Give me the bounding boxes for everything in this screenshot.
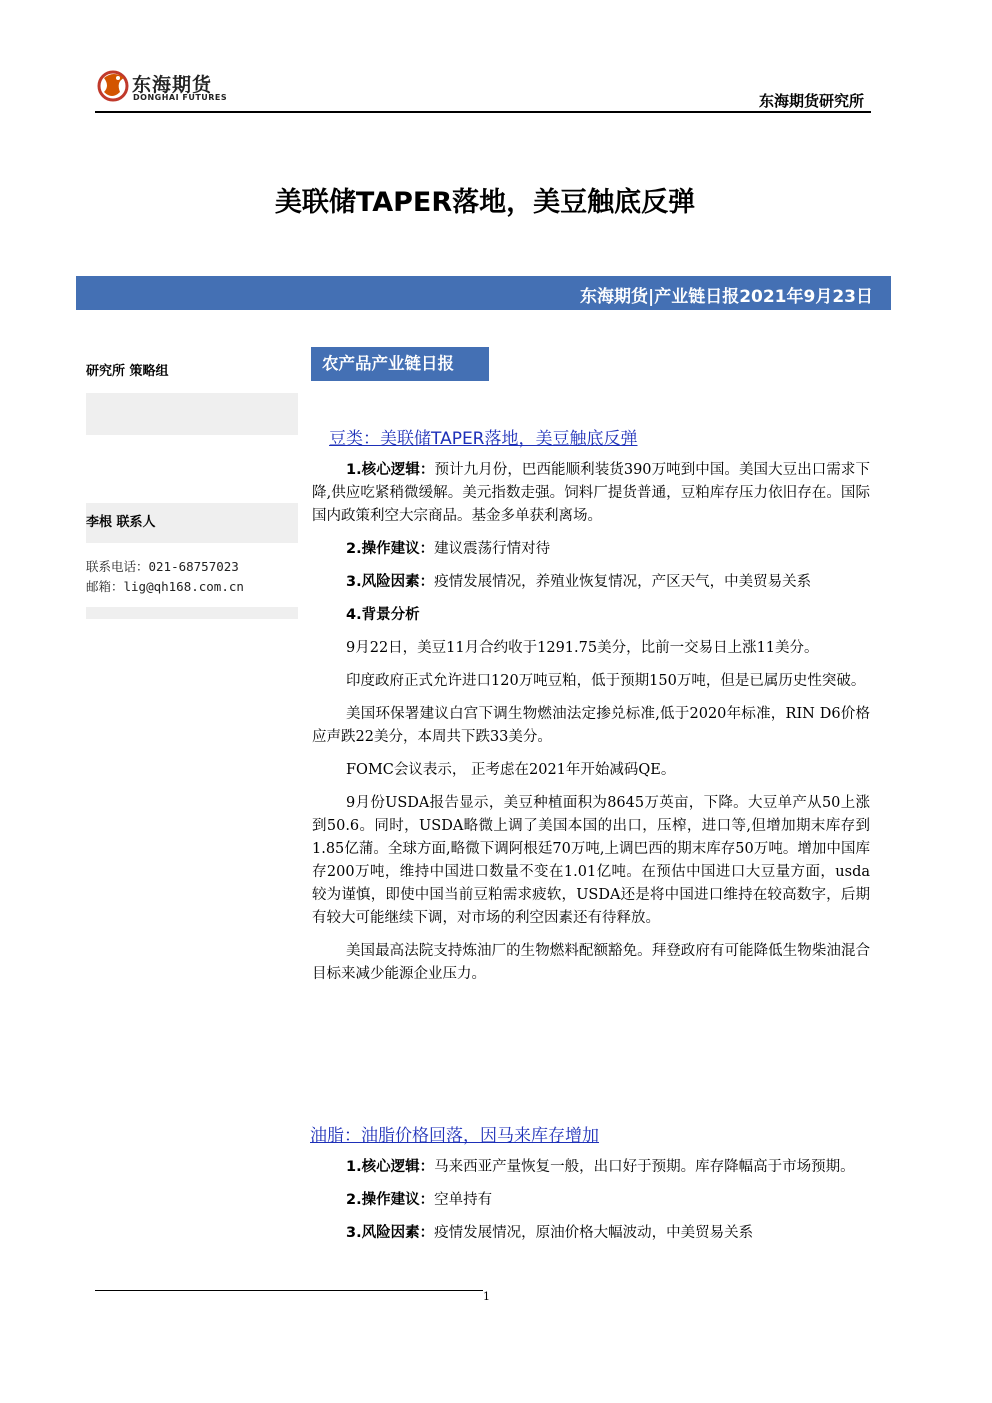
soy-logic-label: 1.核心逻辑：	[346, 462, 435, 478]
soy-paragraph: 9月22日，美豆11月合约收于1291.75美分，比前一交易日上涨11美分。	[346, 640, 819, 656]
soy-logic-text: 预计九月份，巴西能顺利装货390万吨到中国。美国大豆出口需求下降,供应吃紧稍微缓解。美元指数走强。饲料厂提货普通，豆粕库存压力依旧存在。国际国内政策利空大宗商品。基金多单获利离场。	[312, 462, 870, 524]
oil-advice-label: 2.操作建议：	[346, 1192, 435, 1208]
oil-advice	[312, 1189, 870, 1212]
contact-phone: 联系电话：021-68757023	[86, 559, 239, 574]
oil-section-body	[312, 1156, 870, 1255]
banner-text: 东海期货|产业链日报2021年9月23日	[579, 287, 873, 307]
soy-paragraph: FOMC会议表示， 正考虑在2021年开始减码QE。	[346, 762, 676, 778]
oil-logic	[312, 1156, 870, 1179]
logo-english-name: DONGHAI FUTURES	[133, 93, 228, 102]
sidebar-grey-strip	[86, 607, 298, 619]
oil-section-heading[interactable]: 油脂：油脂价格回落，因马来库存增加	[310, 1126, 599, 1146]
oil-advice-text: 空单持有	[434, 1192, 493, 1208]
oil-risk-text: 疫情发展情况，原油价格大幅波动，中美贸易关系	[434, 1225, 754, 1241]
soy-risk-text: 疫情发展情况，养殖业恢复情况，产区天气，中美贸易关系	[434, 574, 812, 590]
analyst-label	[86, 503, 298, 543]
logo-chinese-name: 东海期货	[132, 74, 213, 96]
company-logo	[96, 66, 236, 108]
section-tab-agri: 农产品产业链日报	[311, 347, 489, 381]
header-divider	[95, 111, 871, 113]
oil-risk	[312, 1222, 870, 1245]
soy-bg-label: 4.背景分析	[346, 607, 420, 623]
soy-background-label	[312, 604, 870, 627]
soy-paragraph: 印度政府正式允许进口120万吨豆粕，低于预期150万吨，但是已属历史性突破。	[346, 673, 866, 689]
soy-section-heading[interactable]: 豆类：美联储TAPER落地，美豆触底反弹	[329, 429, 638, 449]
soy-paragraph: 美国最高法院支持炼油厂的生物燃料配额豁免。拜登政府有可能降低生物柴油混合目标来减少能源企业压力。	[312, 943, 870, 982]
soy-risk	[312, 571, 870, 594]
sidebar-grey-block	[86, 393, 298, 435]
oil-logic-label: 1.核心逻辑：	[346, 1159, 435, 1175]
soy-logic	[312, 459, 870, 528]
report-banner	[76, 276, 891, 310]
soy-paragraph: 美国环保署建议白宫下调生物燃油法定掺兑标准,低于2020年标准，RIN D6价格应声跌22美分，本周共下跌33美分。	[312, 706, 870, 745]
dragon-logo-icon	[96, 66, 132, 106]
institute-name: 东海期货研究所	[758, 92, 864, 110]
oil-logic-text: 马来西亚产量恢复一般，出口好于预期。库存降幅高于市场预期。	[434, 1159, 855, 1175]
soy-advice-text: 建议震荡行情对待	[434, 541, 551, 557]
page-number: 1	[483, 1290, 490, 1303]
analyst-name: 李根 联系人	[86, 515, 156, 530]
report-title: 美联储TAPER落地，美豆触底反弹	[274, 187, 696, 218]
soy-advice-label: 2.操作建议：	[346, 541, 435, 557]
soy-risk-label: 3.风险因素：	[346, 574, 435, 590]
soy-paragraph: 9月份USDA报告显示，美豆种植面积为8645万英亩，下降。大豆单产从50上涨到50.6。同时，USDA略微上调了美国本国的出口，压榨，进口等,但增加期末库存到1.85亿蒲。全球方面,略微下调阿根廷70万吨,上调巴西的期末库存50万吨。增加中国库存200万吨，维持中国进口数量不变在1.01亿吨。在预估中国进口大豆量方面，usda较为谨慎，即使中国当前豆粕需求疲软，USDA还是将中国进口维持在较高数字，后期有较大可能继续下调，对市场的利空因素还有待释放。	[312, 795, 870, 926]
soy-advice	[312, 538, 870, 561]
footer-divider	[95, 1290, 483, 1291]
soy-section-body	[312, 459, 870, 996]
dept-label: 研究所 策略组	[86, 364, 169, 379]
oil-risk-label: 3.风险因素：	[346, 1225, 435, 1241]
contact-email[interactable]: 邮箱：lig@qh168.com.cn	[86, 579, 244, 594]
